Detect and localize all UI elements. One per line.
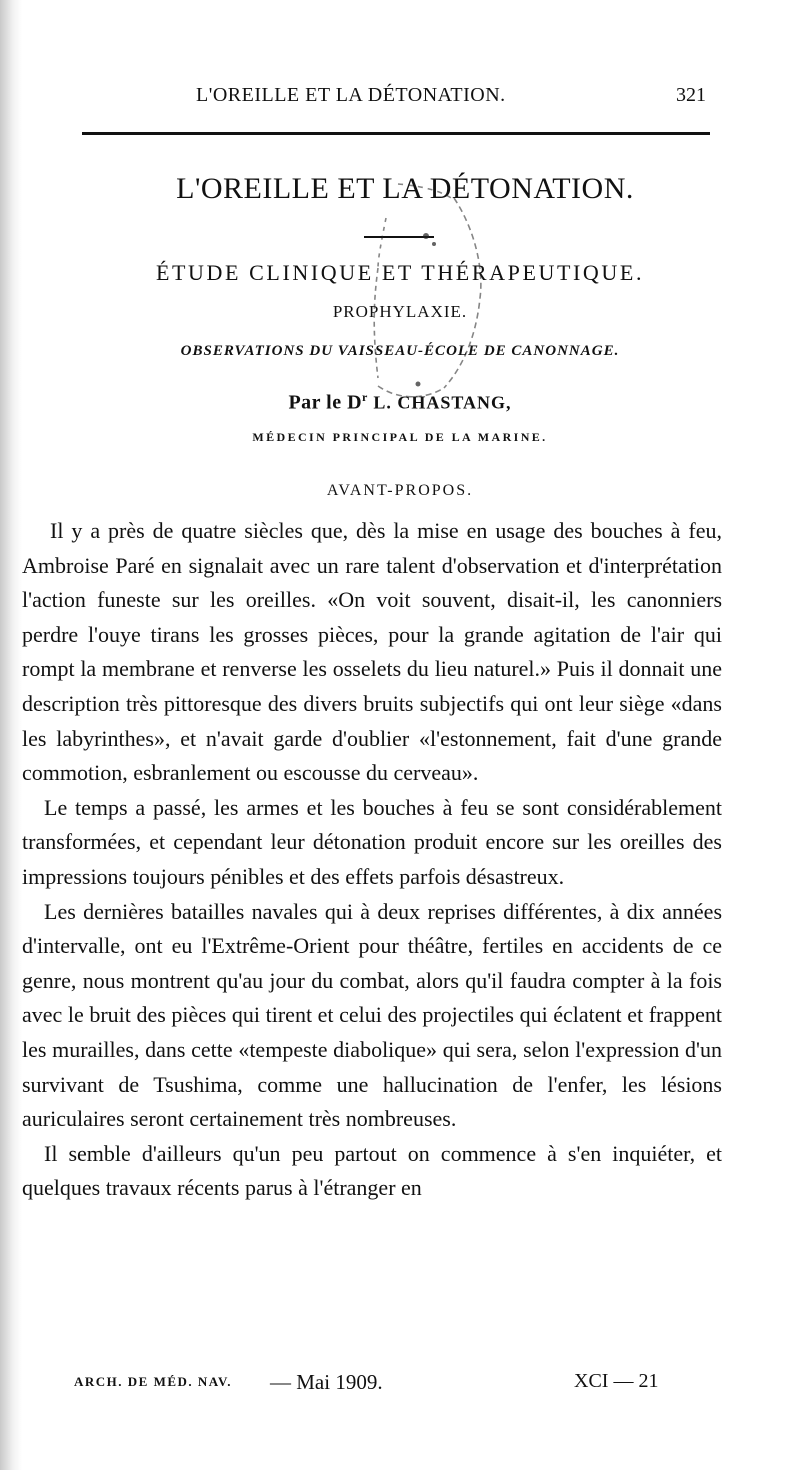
article-subsubtitle: PROPHYLAXIE. <box>332 302 468 321</box>
footer-date: — Mai 1909. <box>270 1370 383 1394</box>
header-rule <box>82 132 710 135</box>
author-prefix: Par le D <box>288 391 363 414</box>
paragraph: Il y a près de quatre siècles que, dès la mise en usage des bouches à feu, Ambroise Paré en signalait avec un rare talent d'observation et d'interprétation l'action funeste sur les oreilles. «On voit souvent, disait-il, les canonniers perdre l'ouye tirans les grosses pièces, pour la grande agitation de l'air qui rompt la membrane et renverse les osselets du lieu naturel.» Puis il donnait une description très pittoresque des divers bruits subjectifs qui ont leur siège «dans les labyrinthes», et n'avait garde d'oublier «l'estonnement, fait d'une grande commotion, esbranlement ou escousse du cerveau». <box>22 518 722 786</box>
author-superscript: r <box>362 390 368 404</box>
article-title-text: L'OREILLE ET LA DÉTONATION. <box>176 172 634 205</box>
footer-journal: ARCH. DE MÉD. NAV. <box>74 1374 232 1389</box>
paragraph: Il semble d'ailleurs qu'un peu partout on commence à s'en inquiéter, et quelques travaux récents parus à l'étranger en <box>22 1140 722 1201</box>
page-number: 321 <box>676 84 706 106</box>
author-title: MÉDECIN PRINCIPAL DE LA MARINE. <box>252 430 548 444</box>
library-stamp <box>248 178 538 408</box>
running-head: L'OREILLE ET LA DÉTONATION. <box>196 84 506 106</box>
body-text <box>22 514 722 1206</box>
author-name: L. CHASTANG, <box>373 392 512 413</box>
scan-edge <box>0 0 22 1470</box>
paragraph: Le temps a passé, les armes et les bouches à feu se sont considérablement transformées, et cependant leur détonation produit encore sur les oreilles des impressions toujours pénibles et des effets parfois désastreux. <box>22 794 722 889</box>
article-subtitle: ÉTUDE CLINIQUE ET THÉRAPEUTIQUE. <box>155 260 645 285</box>
section-heading: AVANT-PROPOS. <box>326 482 474 499</box>
observations-line: OBSERVATIONS DU VAISSEAU-ÉCOLE DE CANONNAGE. <box>180 343 620 359</box>
footer-signature: XCI — 21 <box>574 1370 659 1392</box>
paragraph: Les dernières batailles navales qui à deux reprises différentes, à dix années d'intervalle, ont eu l'Extrême-Orient pour théâtre, fertiles en accidents de ce genre, nous montrent qu'au jour du combat, alors qu'il faudra compter à la fois avec le bruit des pièces qui tirent et celui des projectiles qui éclatent et frappent les murailles, dans cette «tempeste diabolique» qui sera, selon l'expression d'un survivant de Tsushima, comme une hallucination de l'enfer, les lésions auriculaires seront certainement très nombreuses. <box>22 898 722 1132</box>
